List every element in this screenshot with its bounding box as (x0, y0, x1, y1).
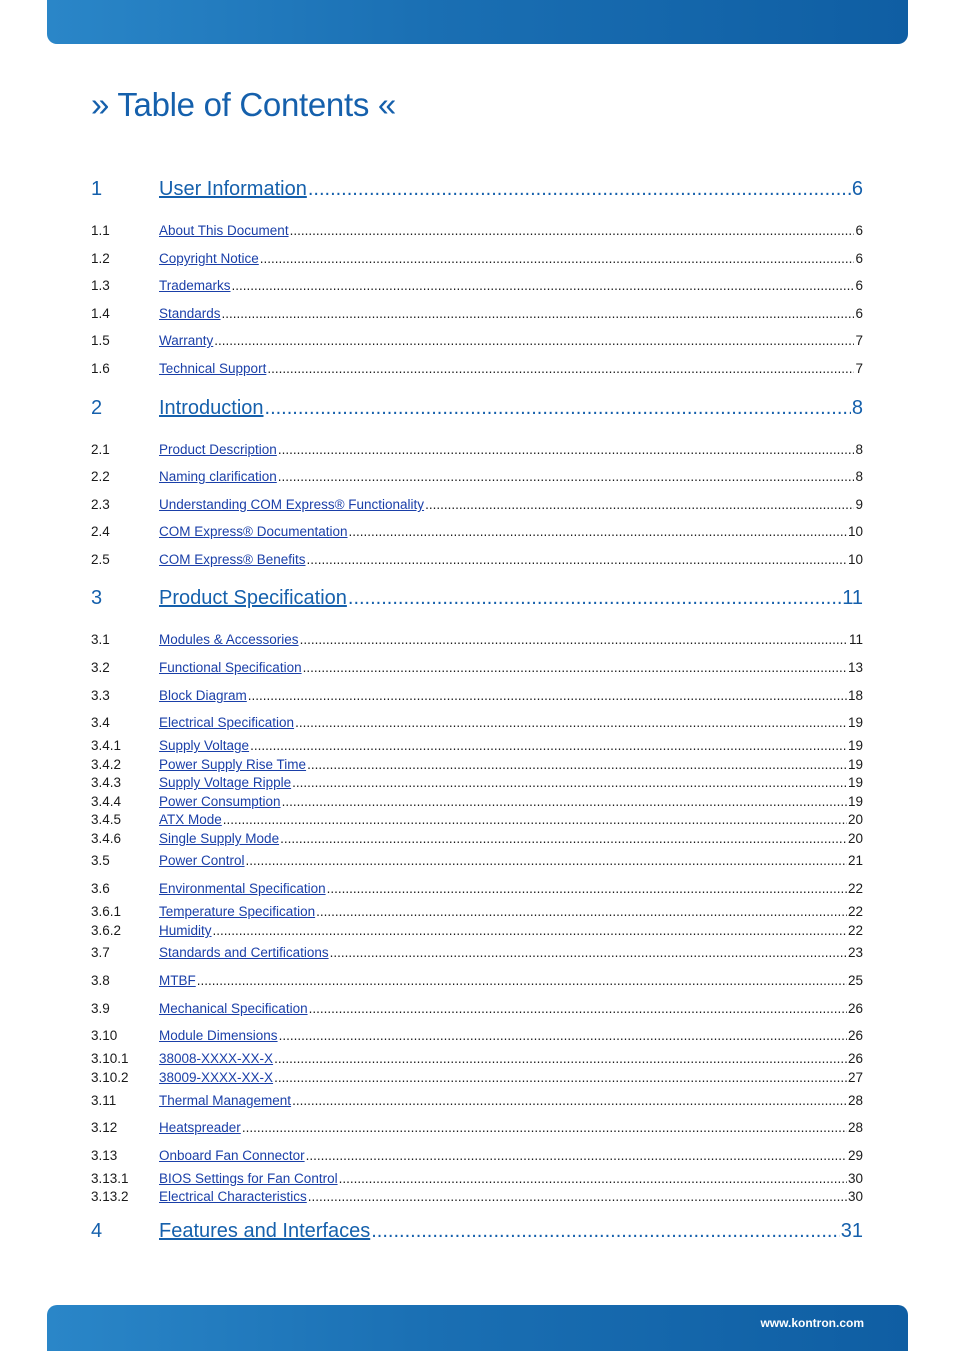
toc-page-number: 19 (847, 794, 863, 809)
toc-page-number: 8 (851, 397, 863, 419)
toc-link[interactable]: Functional Specification (159, 660, 302, 675)
toc-number: 3.6 (91, 881, 110, 896)
toc-leader-dots (307, 757, 847, 772)
toc-leader-dots (371, 1220, 840, 1243)
toc-number: 3.10 (91, 1028, 118, 1043)
toc-link[interactable]: Copyright Notice (159, 251, 259, 266)
toc-leader-dots (197, 973, 847, 988)
toc-page-number: 30 (847, 1171, 863, 1186)
toc-link[interactable]: Power Supply Rise Time (159, 757, 307, 772)
toc-leader-dots (290, 223, 855, 238)
toc-chapter[interactable] (91, 178, 863, 201)
toc-leader-dots (339, 1171, 847, 1186)
toc-link[interactable]: Warranty (159, 333, 214, 348)
toc-number: 3 (91, 587, 103, 609)
toc-link[interactable]: Naming clarification (159, 469, 277, 484)
toc-leader-dots (260, 251, 855, 266)
toc-chapter[interactable] (91, 587, 863, 610)
toc-number: 3.6.1 (91, 904, 122, 919)
toc-link[interactable]: 38008-XXXX-XX-X (159, 1051, 274, 1066)
toc-page-number: 13 (847, 660, 863, 675)
toc-leader-dots (327, 881, 847, 896)
toc-link[interactable]: Trademarks (159, 278, 231, 293)
toc-link[interactable]: Supply Voltage Ripple (159, 775, 292, 790)
toc-leader-dots (309, 1001, 847, 1016)
toc-link[interactable]: User Information (159, 178, 307, 200)
toc-page-number: 6 (855, 278, 863, 293)
toc-number: 2.2 (91, 469, 110, 484)
toc-page-number: 9 (855, 497, 863, 512)
toc-entry[interactable] (91, 361, 863, 376)
toc-leader-dots (292, 775, 847, 790)
toc-link[interactable]: Block Diagram (159, 688, 247, 703)
toc-link[interactable]: Product Specification (159, 587, 347, 609)
toc-page-number: 26 (847, 1001, 863, 1016)
toc-page-number: 30 (847, 1189, 863, 1204)
page-title: » Table of Contents « (91, 86, 396, 123)
toc-entry[interactable] (91, 469, 863, 484)
toc-entry[interactable] (91, 442, 863, 457)
toc-number: 3.13.1 (91, 1171, 129, 1186)
toc-number: 3.7 (91, 945, 110, 960)
toc-link[interactable]: 38009-XXXX-XX-X (159, 1070, 274, 1085)
toc-page-number: 27 (847, 1070, 863, 1085)
toc-link[interactable]: Single Supply Mode (159, 831, 280, 846)
toc-page-number: 8 (855, 442, 863, 457)
toc-number: 2.3 (91, 497, 110, 512)
toc-leader-dots (274, 1051, 847, 1066)
toc-entry[interactable] (91, 812, 863, 827)
toc-entry[interactable] (91, 251, 863, 266)
toc-number: 3.2 (91, 660, 110, 675)
toc-leader-dots (295, 715, 847, 730)
toc-entry[interactable] (91, 1028, 863, 1043)
toc-number: 3.4.4 (91, 794, 122, 809)
toc-entry[interactable] (91, 1093, 863, 1108)
toc-entry[interactable] (91, 904, 863, 919)
toc-page-number: 19 (847, 775, 863, 790)
toc-page-number: 19 (847, 757, 863, 772)
toc-number: 1.2 (91, 251, 110, 266)
toc-number: 3.3 (91, 688, 110, 703)
toc-number: 3.1 (91, 632, 110, 647)
toc-number: 1.1 (91, 223, 110, 238)
toc-leader-dots (282, 794, 847, 809)
toc-number: 3.12 (91, 1120, 118, 1135)
toc-entry[interactable] (91, 794, 863, 809)
toc-leader-dots (214, 333, 854, 348)
toc-page-number: 6 (855, 251, 863, 266)
toc-number: 3.4.3 (91, 775, 122, 790)
toc-entry[interactable] (91, 945, 863, 960)
toc-leader-dots (306, 1148, 847, 1163)
toc-page-number: 7 (855, 333, 863, 348)
toc-entry[interactable] (91, 1070, 863, 1085)
toc-leader-dots (246, 853, 847, 868)
toc-link[interactable]: Modules & Accessories (159, 632, 299, 647)
toc-leader-dots (349, 524, 847, 539)
toc-entry[interactable] (91, 306, 863, 321)
toc-entry[interactable] (91, 497, 863, 512)
toc-link[interactable]: Standards and Certifications (159, 945, 329, 960)
toc-entry[interactable] (91, 1120, 863, 1135)
toc-number: 2.1 (91, 442, 110, 457)
toc-link[interactable]: Mechanical Specification (159, 1001, 308, 1016)
toc-link[interactable]: Technical Support (159, 361, 267, 376)
toc-page-number: 10 (847, 524, 863, 539)
toc-number: 3.13.2 (91, 1189, 129, 1204)
toc-number: 3.9 (91, 1001, 110, 1016)
toc-entry[interactable] (91, 688, 863, 703)
toc-number: 3.13 (91, 1148, 118, 1163)
toc-entry[interactable] (91, 1189, 863, 1204)
toc-page-number: 22 (847, 881, 863, 896)
toc-page-number: 7 (855, 361, 863, 376)
toc-page-number: 18 (847, 688, 863, 703)
toc-leader-dots (280, 831, 847, 846)
toc-leader-dots (292, 1093, 847, 1108)
toc-number: 1.4 (91, 306, 110, 321)
toc-link[interactable]: BIOS Settings for Fan Control (159, 1171, 338, 1186)
toc-page-number: 21 (847, 853, 863, 868)
toc-entry[interactable] (91, 715, 863, 730)
toc-link[interactable]: Power Control (159, 853, 245, 868)
toc-page-number: 6 (855, 223, 863, 238)
toc-link[interactable]: Heatspreader (159, 1120, 241, 1135)
toc-entry[interactable] (91, 333, 863, 348)
toc-link[interactable]: ATX Mode (159, 812, 222, 827)
toc-entry[interactable] (91, 775, 863, 790)
toc-link[interactable]: Thermal Management (159, 1093, 292, 1108)
toc-number: 2.4 (91, 524, 110, 539)
toc-leader-dots (348, 587, 841, 610)
toc-entry[interactable] (91, 1051, 863, 1066)
toc-page-number: 8 (855, 469, 863, 484)
toc-link[interactable]: Features and Interfaces (159, 1220, 371, 1242)
toc-link[interactable]: Supply Voltage (159, 738, 250, 753)
toc-leader-dots (222, 306, 855, 321)
toc-page-number: 6 (851, 178, 863, 200)
toc-link[interactable]: COM Express® Documentation (159, 524, 348, 539)
toc-chapter[interactable] (91, 397, 863, 420)
toc-leader-dots (303, 660, 847, 675)
toc-number: 3.10.2 (91, 1070, 129, 1085)
toc-link[interactable]: Understanding COM Express® Functionality (159, 497, 425, 512)
toc-link[interactable]: Humidity (159, 923, 212, 938)
footer-url[interactable]: www.kontron.com (760, 1316, 864, 1330)
toc-entry[interactable] (91, 738, 863, 753)
toc-entry[interactable] (91, 853, 863, 868)
toc-link[interactable]: Power Consumption (159, 794, 281, 809)
toc-number: 3.8 (91, 973, 110, 988)
toc-entry[interactable] (91, 1148, 863, 1163)
toc-chapter[interactable] (91, 1220, 863, 1243)
toc-number: 1 (91, 178, 103, 200)
toc-link[interactable]: Environmental Specification (159, 881, 326, 896)
toc-page-number: 22 (847, 923, 863, 938)
toc-number: 2 (91, 397, 103, 419)
toc-entry[interactable] (91, 1171, 863, 1186)
toc-leader-dots (307, 552, 847, 567)
toc-leader-dots (278, 469, 855, 484)
toc-page-number: 31 (840, 1220, 863, 1242)
toc-number: 3.5 (91, 853, 110, 868)
toc-leader-dots (232, 278, 855, 293)
toc-page-number: 28 (847, 1093, 863, 1108)
toc-leader-dots (278, 442, 855, 457)
toc-number: 3.4.1 (91, 738, 122, 753)
toc-link[interactable]: Product Description (159, 442, 277, 457)
toc-leader-dots (223, 812, 847, 827)
toc-leader-dots (300, 632, 848, 647)
toc-entry[interactable] (91, 552, 863, 567)
toc-entry[interactable] (91, 831, 863, 846)
toc-leader-dots (248, 688, 847, 703)
toc-number: 3.4.2 (91, 757, 122, 772)
toc-page-number: 6 (855, 306, 863, 321)
toc-leader-dots (316, 904, 847, 919)
toc-page-number: 22 (847, 904, 863, 919)
toc-leader-dots (425, 497, 854, 512)
toc-number: 3.4.5 (91, 812, 122, 827)
toc-leader-dots (265, 397, 851, 420)
toc-page-number: 25 (847, 973, 863, 988)
toc-leader-dots (274, 1070, 847, 1085)
toc-entry[interactable] (91, 881, 863, 896)
toc-entry[interactable] (91, 923, 863, 938)
toc-page-number: 19 (847, 715, 863, 730)
toc-leader-dots (308, 178, 851, 201)
toc-link[interactable]: MTBF (159, 973, 196, 988)
toc-number: 1.5 (91, 333, 110, 348)
toc-leader-dots (330, 945, 847, 960)
toc-page-number: 11 (848, 632, 863, 647)
toc-leader-dots (242, 1120, 847, 1135)
toc-number: 1.6 (91, 361, 110, 376)
toc-number: 3.4 (91, 715, 110, 730)
toc-link[interactable]: Electrical Characteristics (159, 1189, 307, 1204)
toc-leader-dots (250, 738, 847, 753)
toc-entry[interactable] (91, 757, 863, 772)
toc-page-number: 20 (847, 831, 863, 846)
toc-entry[interactable] (91, 632, 863, 647)
toc-page-number: 28 (847, 1120, 863, 1135)
toc-page-number: 10 (847, 552, 863, 567)
toc-link[interactable]: Standards (159, 306, 221, 321)
toc-leader-dots (267, 361, 854, 376)
toc-number: 1.3 (91, 278, 110, 293)
footer-band (47, 1305, 908, 1351)
toc-link[interactable]: Electrical Specification (159, 715, 295, 730)
toc-page-number: 23 (847, 945, 863, 960)
toc-number: 4 (91, 1220, 103, 1242)
toc-entry[interactable] (91, 660, 863, 675)
toc-link[interactable]: Onboard Fan Connector (159, 1148, 305, 1163)
toc-entry[interactable] (91, 278, 863, 293)
toc-number: 3.6.2 (91, 923, 122, 938)
toc-entry[interactable] (91, 223, 863, 238)
toc-entry[interactable] (91, 524, 863, 539)
toc-entry[interactable] (91, 1001, 863, 1016)
toc-number: 3.4.6 (91, 831, 122, 846)
toc-leader-dots (279, 1028, 847, 1043)
toc-entry[interactable] (91, 973, 863, 988)
toc-number: 3.11 (91, 1093, 117, 1108)
toc-link[interactable]: Module Dimensions (159, 1028, 278, 1043)
toc-page-number: 29 (847, 1148, 863, 1163)
toc-page-number: 19 (847, 738, 863, 753)
toc-link[interactable]: Introduction (159, 397, 264, 419)
toc-leader-dots (213, 923, 847, 938)
toc-page-number: 11 (842, 587, 863, 609)
toc-page-number: 26 (847, 1051, 863, 1066)
toc-link[interactable]: Temperature Specification (159, 904, 316, 919)
toc-number: 2.5 (91, 552, 110, 567)
toc-leader-dots (308, 1189, 847, 1204)
toc-link[interactable]: COM Express® Benefits (159, 552, 306, 567)
toc-link[interactable]: About This Document (159, 223, 289, 238)
toc-page-number: 20 (847, 812, 863, 827)
toc-number: 3.10.1 (91, 1051, 129, 1066)
toc-page-number: 26 (847, 1028, 863, 1043)
